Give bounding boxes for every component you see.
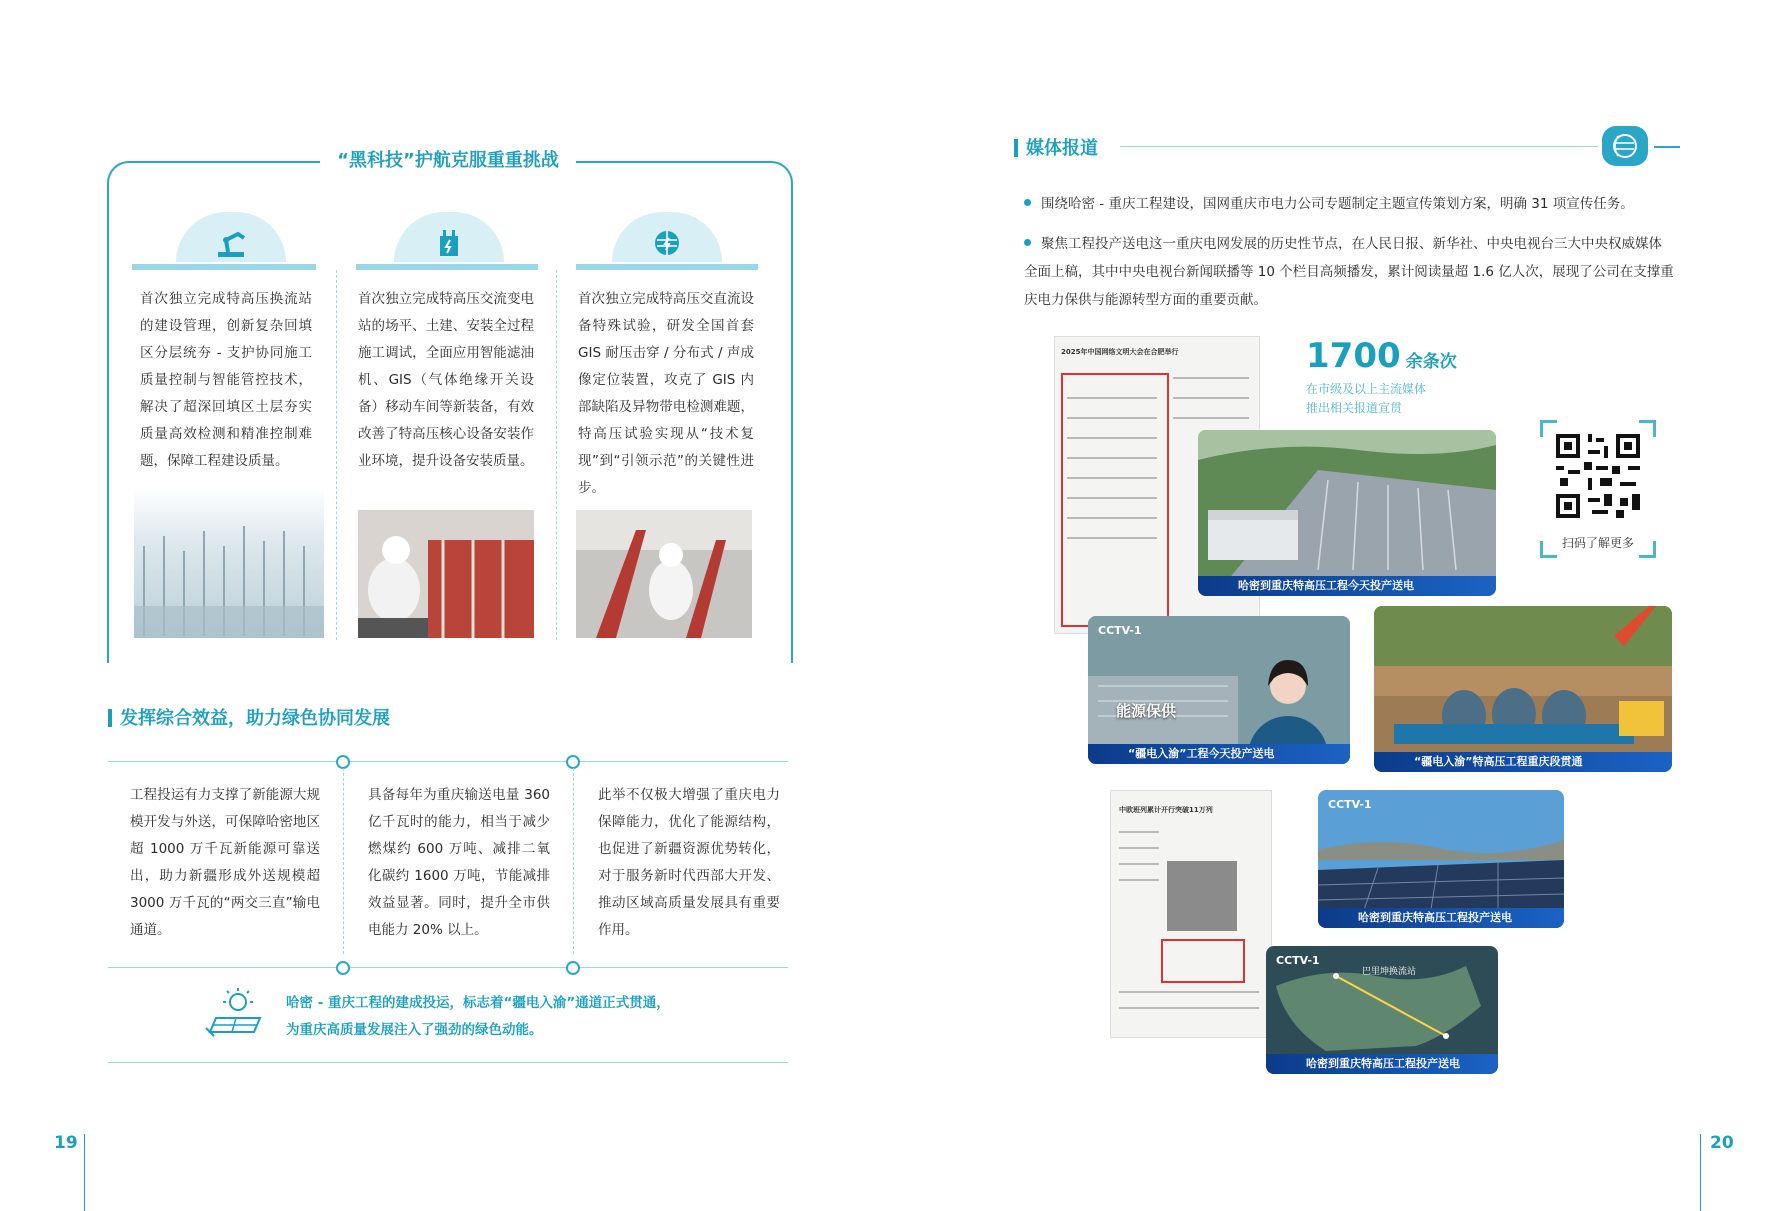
bullet-dot — [1024, 239, 1031, 246]
stat-number: 1700 — [1306, 336, 1401, 376]
stat-unit: 余条次 — [1405, 352, 1457, 372]
tv-screenshot-solar[interactable] — [1318, 790, 1564, 928]
highlight-box-2 — [1161, 939, 1245, 983]
tv-screenshot-news-anchor[interactable] — [1088, 616, 1350, 764]
divider-dot — [566, 961, 580, 975]
tv-caption-4: 哈密到重庆特高压工程投产送电 — [1318, 908, 1564, 928]
tv-caption-2: “疆电入渝”工程今天投产送电 — [1088, 744, 1350, 764]
newspaper2-headline: 中欧班列累计开行突破11万列 — [1119, 806, 1213, 814]
stat-block — [1306, 336, 1457, 416]
tv-logo: CCTV-1 — [1276, 954, 1320, 967]
divider-bottom — [108, 967, 788, 968]
globe-power-icon — [650, 228, 684, 258]
qr-label: 扫码了解更多 — [1561, 536, 1634, 550]
bullet-dot — [1024, 199, 1031, 206]
equipment-test-photo — [576, 510, 752, 638]
divider-dot — [336, 961, 350, 975]
sun-solar-icon — [204, 988, 266, 1038]
column-bar-3 — [576, 264, 758, 270]
benefit-text-1: 工程投运有力支撑了新能源大规模开发与外送，可保障哈密地区超 1000 万千瓦新能源可靠送出，助力新疆形成外送规模超 3000 万千瓦的“两交三直”输电通道。 — [130, 787, 320, 938]
divider-dot — [336, 755, 350, 769]
transformer-icon — [432, 228, 466, 258]
qr-code-block[interactable] — [1540, 420, 1656, 558]
challenge-title: “黑科技”护航克服重重挑战 — [320, 145, 576, 177]
robot-arm-icon — [214, 228, 248, 258]
tv-caption-1: 哈密到重庆特高压工程今天投产送电 — [1198, 576, 1496, 596]
globe-broadcast-icon — [1602, 126, 1648, 166]
media-bullet-1 — [1024, 190, 1674, 218]
media-bullet-2 — [1024, 230, 1674, 314]
divider-dot — [566, 755, 580, 769]
page-marker-line — [1700, 1134, 1701, 1211]
media-title-line — [1120, 146, 1598, 147]
column-divider — [556, 270, 557, 640]
tv-caption-3: “疆电入渝”特高压工程重庆段贯通 — [1374, 752, 1672, 772]
tv-caption-5: 哈密到重庆特高压工程投产送电 — [1266, 1054, 1498, 1074]
challenge-text-2: 首次独立完成特高压交流变电站的场平、土建、安装全过程施工调试，全面应用智能滤油机、GIS（气体绝缘开关设备）移动车间等新装备，有效改善了特高压核心设备安装作业环境，提升设备安装质量。 — [358, 291, 534, 469]
summary-line-2: 为重庆高质量发展注入了强劲的绿色动能。 — [286, 1022, 543, 1038]
tv-screenshot-substation[interactable] — [1198, 430, 1496, 596]
map-label: 巴里坤换流站 — [1362, 967, 1417, 977]
page-marker-line — [84, 1134, 85, 1211]
tv-logo: CCTV-1 — [1328, 798, 1372, 811]
page-number-left: 19 — [54, 1133, 78, 1153]
benefit-text-2: 具备每年为重庆输送电量 360 亿千瓦时的能力，相当于减少燃煤约 600 万吨、减排二氧化碳约 1600 万吨，节能减排效益显著。同时，提升全市供电能力 20% 以上。 — [368, 787, 550, 938]
summary-line-1: 哈密 - 重庆工程的建成投运，标志着“疆电入渝”通道正式贯通， — [286, 995, 670, 1011]
page-number-right: 20 — [1710, 1133, 1734, 1153]
newspaper-photo — [1167, 861, 1237, 931]
media-bullet-2-text: 聚焦工程投产送电这一重庆电网发展的历史性节点，在人民日报、新华社、中央电视台三大中央权威媒体全面上稿，其中中央电视台新闻联播等 10 个栏目高频播发，累计阅读量超 1.6 亿人次，展现了公司在支撑重庆电力保供与能源转型方面的重要贡献。 — [1024, 236, 1674, 308]
summary-text — [286, 990, 670, 1044]
challenge-text-1: 首次独立完成特高压换流站的建设管理，创新复杂回填区分层统夯 - 支护协同施工质量控制与智能管控技术，解决了超深回填区土层夯实质量高效检测和精准控制难题，保障工程建设质量。 — [140, 291, 312, 469]
column-bar-2 — [356, 264, 538, 270]
tv-logo: CCTV-1 — [1098, 624, 1142, 637]
benefit-divider — [343, 768, 344, 954]
benefit-text-3: 此举不仅极大增强了重庆电力保障能力，优化了能源结构，也促进了新疆资源优势转化，对于服务新时代西部大开发、推动区域高质量发展具有重要作用。 — [598, 787, 780, 938]
tv-screenshot-construction[interactable] — [1374, 606, 1672, 772]
anchor-overlay-text: 能源保供 — [1116, 702, 1177, 720]
benefit-divider — [573, 768, 574, 954]
qr-code-icon — [1552, 430, 1644, 522]
tv-screenshot-map[interactable] — [1266, 946, 1498, 1074]
newspaper-clipping-2 — [1110, 790, 1272, 1038]
highlight-box — [1061, 373, 1169, 627]
newspaper-headline: 2025年中国网络文明大会在合肥举行 — [1061, 348, 1179, 356]
summary-underline — [108, 1062, 788, 1063]
media-bullet-1-text: 围绕哈密 - 重庆工程建设，国网重庆市电力公司专题制定主题宣传策划方案，明确 31 项宣传任务。 — [1041, 196, 1634, 212]
challenge-text-3: 首次独立完成特高压交直流设备特殊试验，研发全国首套 GIS 耐压击穿 / 分布式 / 声成像定位装置，攻克了 GIS 内部缺陷及异物带电检测难题，特高压试验实现从“技术复现”到“引领示范”的关键性进步。 — [578, 291, 754, 496]
stat-desc-2: 推出相关报道宣贯 — [1306, 401, 1403, 415]
media-badge — [1602, 126, 1648, 166]
column-bar-1 — [132, 264, 316, 270]
media-section-title: 媒体报道 — [1014, 134, 1098, 160]
column-divider — [336, 270, 337, 640]
benefit-section-title: 发挥综合效益，助力绿色协同发展 — [108, 704, 390, 730]
converter-station-photo — [134, 486, 324, 638]
divider-top — [108, 761, 788, 762]
stat-desc-1: 在市级及以上主流媒体 — [1306, 382, 1427, 396]
gis-installation-photo — [358, 510, 534, 638]
media-title-line-end — [1654, 146, 1680, 148]
